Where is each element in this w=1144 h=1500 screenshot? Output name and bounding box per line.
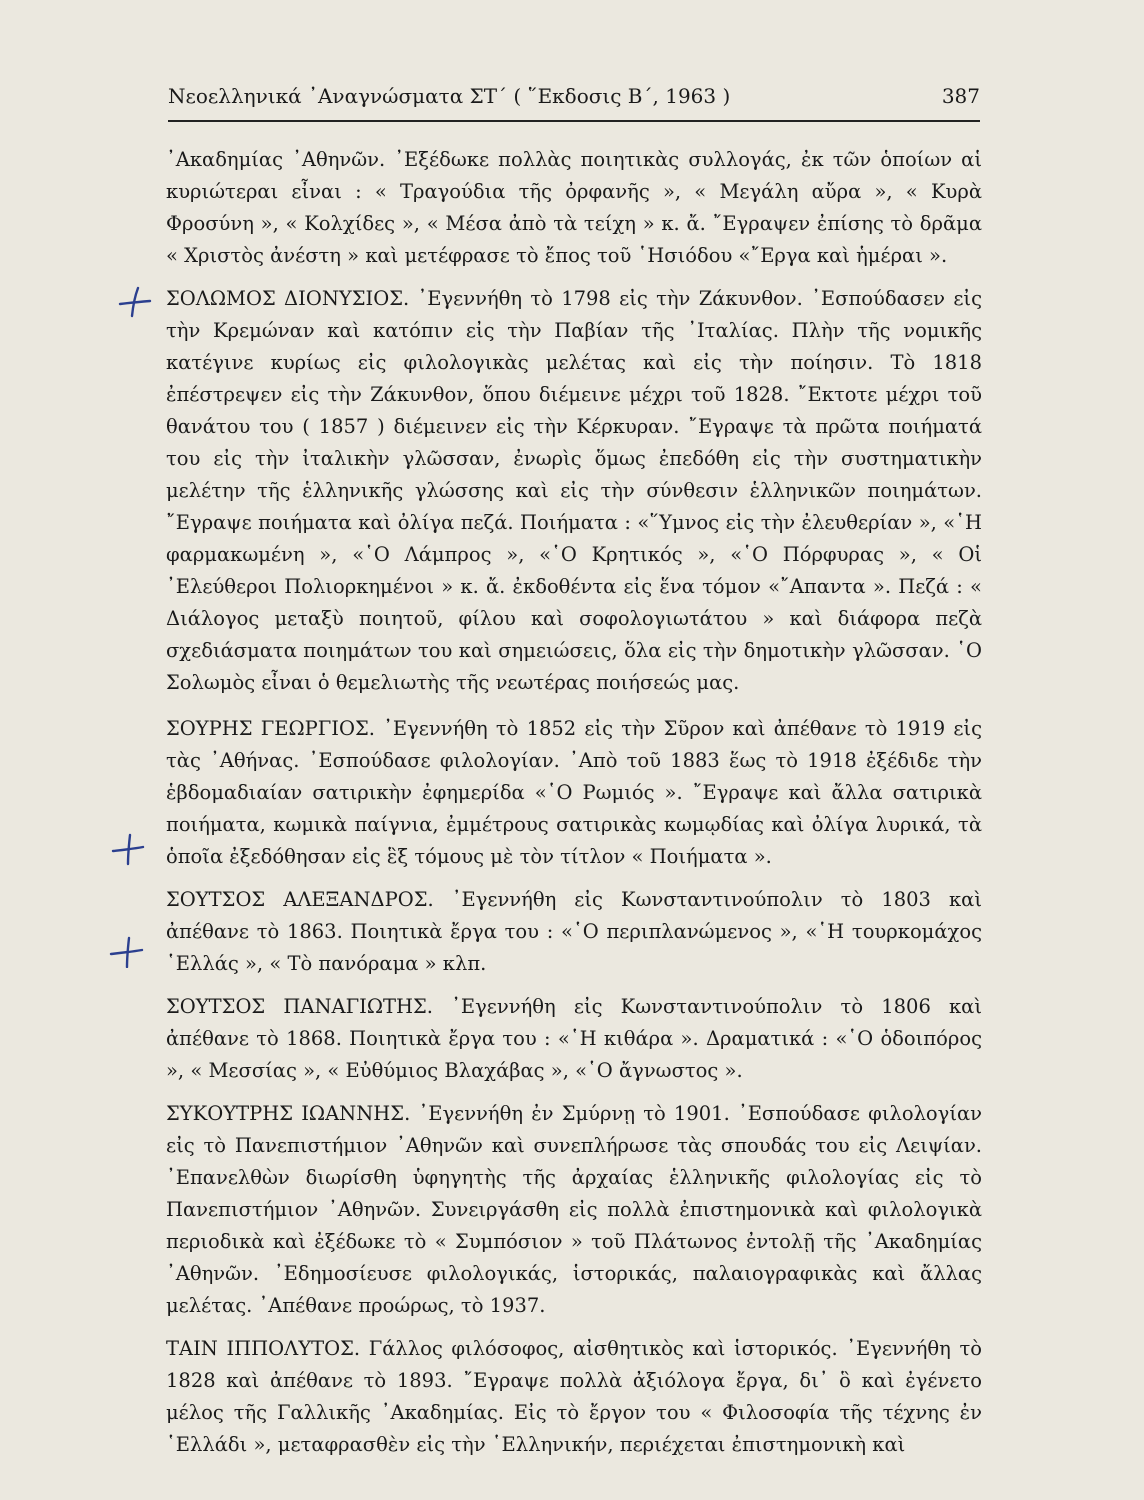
entry-solomos: ΣΟΛΩΜΟΣ ΔΙΟΝΥΣΙΟΣ. ᾿Εγεννήθη τὸ 1798 εἰς τὴν Ζάκυνθον. ᾿Εσπούδασεν εἰς τὴν Κρεμώναν καὶ κατόπιν εἰς τὴν Παβίαν τῆς ᾿Ιταλίας. Πλὴν τῆς νομικῆς κατέγινε κυρίως εἰς φιλολογικὰς μελέτας καὶ εἰς τὴν ποίησιν. Τὸ 1818 ἐπέστρεψεν εἰς τὴν Ζάκυνθον, ὅπου διέμεινε μέχρι τοῦ 1828. ῎Εκτοτε μέχρι τοῦ θανάτου του ( 1857 ) διέμεινεν εἰς τὴν Κέρκυραν. ῎Εγραψε τὰ πρῶτα ποιήματά του εἰς τὴν ἰταλικὴν γλῶσσαν, ἐνωρὶς ὅμως ἐπεδόθη εἰς τὴν συστηματικὴν μελέτην τῆς ἑλληνικῆς γλώσσης καὶ εἰς τὴν σύνθεσιν ἑλληνικῶν ποιημάτων. ῎Εγραψε ποιήματα καὶ ὀλίγα πεζά. Ποιήματα : «῞Υμνος εἰς τὴν ἐλευθερίαν », «῾Η φαρμακωμένη », «῾Ο Λάμπρος », «῾Ο Κρητικός », «῾Ο Πόρφυρας », « Οἱ ᾿Ελεύθεροι Πολιορκημένοι » κ. ἄ. ἐκδοθέντα εἰς ἕνα τόμον «῎Απαντα ». Πεζά : « Διάλογος μεταξὺ ποιητοῦ, φίλου καὶ σοφολογιωτάτου » καὶ διάφορα πεζὰ σχεδιάσματα ποιημάτων του καὶ σημειώσεις, ὅλα εἰς τὴν δημοτικὴν γλῶσσαν. ῾Ο Σολωμὸς εἶναι ὁ θεμελιωτὴς τῆς νεωτέρας ποιήσεώς μας. bbox=[166, 287, 982, 694]
header-rule bbox=[168, 120, 980, 122]
paragraph-continuation: ᾿Ακαδημίας ᾿Αθηνῶν. ᾿Εξέδωκε πολλὰς ποιητικὰς συλλογάς, ἐκ τῶν ὁποίων αἱ κυριώτεραι εἶναι : « Τραγούδια τῆς ὀρφανῆς », « Μεγάλη αὔρα », « Κυρὰ Φροσύνη », « Κολχίδες », « Μέσα ἀπὸ τὰ τείχη » κ. ἄ. ῎Εγραψεν ἐπίσης τὸ δρᾶμα « Χριστὸς ἀνέστη » καὶ μετέφρασε τὸ ἔπος τοῦ ῾Ησιόδου «῎Εργα καὶ ἡμέραι ». bbox=[166, 148, 982, 267]
pen-cross-mark-icon bbox=[108, 934, 144, 968]
entry-souris: ΣΟΥΡΗΣ ΓΕΩΡΓΙΟΣ. ᾿Εγεννήθη τὸ 1852 εἰς τὴν Σῦρον καὶ ἀπέθανε τὸ 1919 εἰς τὰς ᾿Αθήνας. ᾿Εσπούδασε φιλολογίαν. ᾿Απὸ τοῦ 1883 ἕως τὸ 1918 ἐξέδιδε τὴν ἑβδομαδιαίαν σατιρικὴν ἐφημερίδα «῾Ο Ρωμιός ». ῎Εγραψε καὶ ἄλλα σατιρικὰ ποιήματα, κωμικὰ παίγνια, ἐμμέτρους σατιρικὰς κωμῳδίας καὶ ὀλίγα λυρικά, τὰ ὁποῖα ἐξεδόθησαν εἰς ἓξ τόμους μὲ τὸν τίτλον « Ποιήματα ». bbox=[166, 717, 982, 868]
entry-soutsos-panagiotis: ΣΟΥΤΣΟΣ ΠΑΝΑΓΙΩΤΗΣ. ᾿Εγεννήθη εἰς Κωνσταντινούπολιν τὸ 1806 καὶ ἀπέθανε τὸ 1868. Ποιητικὰ ἔργα του : «῾Η κιθάρα ». Δραματικά : «῾Ο ὁδοιπόρος », « Μεσσίας », « Εὐθύμιος Βλαχάβας », «῾Ο ἄγνωστος ». bbox=[166, 995, 982, 1082]
page-number: 387 bbox=[941, 84, 980, 108]
entry-tain: ΤΑΙΝ ΙΠΠΟΛΥΤΟΣ. Γάλλος φιλόσοφος, αἰσθητικὸς καὶ ἱστορικός. ᾿Εγεννήθη τὸ 1828 καὶ ἀπέθανε τὸ 1893. ῎Εγραψε πολλὰ ἀξιόλογα ἔργα, δι᾿ ὃ καὶ ἐγένετο μέλος τῆς Γαλλικῆς ᾿Ακαδημίας. Εἰς τὸ ἔργον του « Φιλοσοφία τῆς τέχνης ἐν ῾Ελλάδι », μεταφρασθὲν εἰς τὴν ῾Ελληνικήν, περιέχεται ἐπιστημονικὴ καὶ bbox=[166, 1337, 982, 1456]
page-body bbox=[166, 144, 982, 1461]
header-title: Νεοελληνικά ᾿Αναγνώσματα ΣΤ΄ ( ῞Εκδοσις Β΄, 1963 ) bbox=[168, 84, 731, 108]
entry-soutsos-alexandros: ΣΟΥΤΣΟΣ ΑΛΕΞΑΝΔΡΟΣ. ᾿Εγεννήθη εἰς Κωνσταντινούπολιν τὸ 1803 καὶ ἀπέθανε τὸ 1863. Ποιητικὰ ἔργα του : «῾Ο περιπλανώμενος », «῾Η τουρκομάχος ῾Ελλάς », « Τὸ πανόραμα » κλπ. bbox=[166, 888, 982, 975]
entry-sykoutris: ΣΥΚΟΥΤΡΗΣ ΙΩΑΝΝΗΣ. ᾿Εγεννήθη ἐν Σμύρνῃ τὸ 1901. ᾿Εσπούδασε φιλολογίαν εἰς τὸ Πανεπιστήμιον ᾿Αθηνῶν καὶ συνεπλήρωσε τὰς σπουδάς του εἰς Λειψίαν. ᾿Επανελθὼν διωρίσθη ὑφηγητὴς τῆς ἀρχαίας ἑλληνικῆς φιλολογίας εἰς τὸ Πανεπιστήμιον ᾿Αθηνῶν. Συνειργάσθη εἰς πολλὰ ἐπιστημονικὰ καὶ φιλολογικὰ περιοδικὰ καὶ ἐξέδωκε τὸ « Συμπόσιον » τοῦ Πλάτωνος ἐντολῇ τῆς ᾿Ακαδημίας ᾿Αθηνῶν. ᾿Εδημοσίευσε φιλολογικάς, ἱστορικάς, παλαιογραφικὰς καὶ ἄλλας μελέτας. ᾿Απέθανε προώρως, τὸ 1937. bbox=[166, 1102, 982, 1317]
pen-cross-mark-icon bbox=[110, 832, 146, 866]
running-header bbox=[168, 84, 980, 108]
pen-cross-mark-icon bbox=[116, 284, 152, 318]
